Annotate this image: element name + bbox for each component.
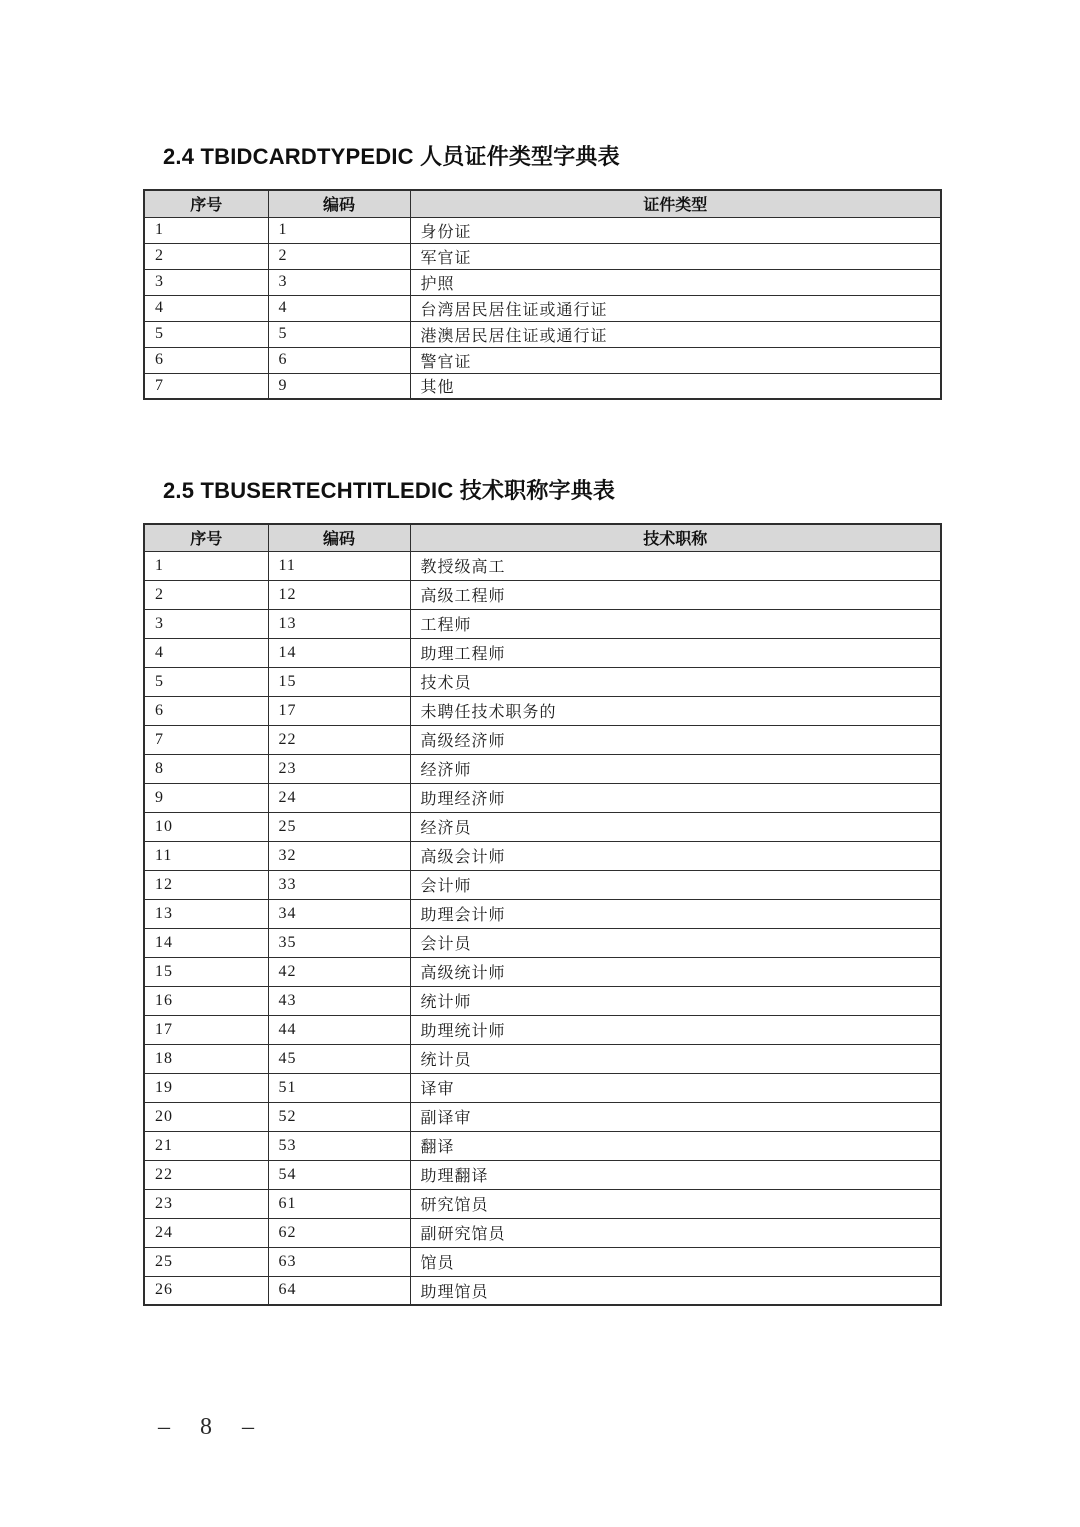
seq-cell: 25 bbox=[144, 1247, 268, 1276]
name-cell: 会计师 bbox=[410, 870, 941, 899]
table-row bbox=[144, 638, 941, 667]
name-cell: 经济师 bbox=[410, 754, 941, 783]
name-cell: 译审 bbox=[410, 1073, 941, 1102]
seq-cell: 4 bbox=[144, 295, 268, 321]
code-cell: 14 bbox=[268, 638, 410, 667]
code-cell: 33 bbox=[268, 870, 410, 899]
seq-cell: 13 bbox=[144, 899, 268, 928]
seq-cell: 26 bbox=[144, 1276, 268, 1305]
code-cell: 52 bbox=[268, 1102, 410, 1131]
table-row bbox=[144, 243, 941, 269]
seq-cell: 6 bbox=[144, 347, 268, 373]
idcardtype-table bbox=[143, 189, 942, 400]
code-cell: 43 bbox=[268, 986, 410, 1015]
table-row bbox=[144, 1044, 941, 1073]
code-cell: 6 bbox=[268, 347, 410, 373]
code-cell: 45 bbox=[268, 1044, 410, 1073]
table-row bbox=[144, 899, 941, 928]
code-cell: 54 bbox=[268, 1160, 410, 1189]
table-row bbox=[144, 1073, 941, 1102]
seq-cell: 4 bbox=[144, 638, 268, 667]
name-cell: 教授级高工 bbox=[410, 551, 941, 580]
table-row bbox=[144, 667, 941, 696]
seq-cell: 10 bbox=[144, 812, 268, 841]
seq-cell: 1 bbox=[144, 217, 268, 243]
seq-cell: 11 bbox=[144, 841, 268, 870]
name-cell: 未聘任技术职务的 bbox=[410, 696, 941, 725]
name-cell: 技术员 bbox=[410, 667, 941, 696]
seq-cell: 24 bbox=[144, 1218, 268, 1247]
code-cell: 4 bbox=[268, 295, 410, 321]
table-row bbox=[144, 1276, 941, 1305]
table-row bbox=[144, 957, 941, 986]
table-row bbox=[144, 1160, 941, 1189]
name-cell: 助理经济师 bbox=[410, 783, 941, 812]
seq-cell: 6 bbox=[144, 696, 268, 725]
code-cell: 34 bbox=[268, 899, 410, 928]
code-cell: 2 bbox=[268, 243, 410, 269]
column-header: 证件类型 bbox=[410, 190, 941, 217]
code-cell: 62 bbox=[268, 1218, 410, 1247]
name-cell: 高级统计师 bbox=[410, 957, 941, 986]
column-header: 编码 bbox=[268, 190, 410, 217]
code-cell: 15 bbox=[268, 667, 410, 696]
name-cell: 会计员 bbox=[410, 928, 941, 957]
table-row bbox=[144, 217, 941, 243]
name-cell: 翻译 bbox=[410, 1131, 941, 1160]
name-cell: 工程师 bbox=[410, 609, 941, 638]
code-cell: 24 bbox=[268, 783, 410, 812]
seq-cell: 7 bbox=[144, 725, 268, 754]
section-idcardtype-dict bbox=[143, 144, 940, 400]
section-techtitle-dict bbox=[143, 478, 940, 1306]
table-row bbox=[144, 841, 941, 870]
seq-cell: 1 bbox=[144, 551, 268, 580]
table-row bbox=[144, 1015, 941, 1044]
seq-cell: 5 bbox=[144, 667, 268, 696]
seq-cell: 16 bbox=[144, 986, 268, 1015]
code-cell: 22 bbox=[268, 725, 410, 754]
seq-cell: 3 bbox=[144, 269, 268, 295]
seq-cell: 15 bbox=[144, 957, 268, 986]
table-row bbox=[144, 269, 941, 295]
name-cell: 其他 bbox=[410, 373, 941, 399]
seq-cell: 22 bbox=[144, 1160, 268, 1189]
table-row bbox=[144, 783, 941, 812]
code-cell: 12 bbox=[268, 580, 410, 609]
seq-cell: 9 bbox=[144, 783, 268, 812]
table-row bbox=[144, 986, 941, 1015]
code-cell: 5 bbox=[268, 321, 410, 347]
table-row bbox=[144, 870, 941, 899]
seq-cell: 14 bbox=[144, 928, 268, 957]
code-cell: 9 bbox=[268, 373, 410, 399]
code-cell: 63 bbox=[268, 1247, 410, 1276]
name-cell: 军官证 bbox=[410, 243, 941, 269]
code-cell: 35 bbox=[268, 928, 410, 957]
code-cell: 25 bbox=[268, 812, 410, 841]
name-cell: 研究馆员 bbox=[410, 1189, 941, 1218]
techtitle-table bbox=[143, 523, 942, 1306]
code-cell: 42 bbox=[268, 957, 410, 986]
seq-cell: 3 bbox=[144, 609, 268, 638]
seq-cell: 7 bbox=[144, 373, 268, 399]
seq-cell: 5 bbox=[144, 321, 268, 347]
table-row bbox=[144, 1247, 941, 1276]
seq-cell: 12 bbox=[144, 870, 268, 899]
code-cell: 64 bbox=[268, 1276, 410, 1305]
seq-cell: 2 bbox=[144, 580, 268, 609]
table-row bbox=[144, 725, 941, 754]
code-cell: 1 bbox=[268, 217, 410, 243]
seq-cell: 20 bbox=[144, 1102, 268, 1131]
table-row bbox=[144, 754, 941, 783]
code-cell: 51 bbox=[268, 1073, 410, 1102]
code-cell: 44 bbox=[268, 1015, 410, 1044]
page-number: – 8 – bbox=[158, 1414, 266, 1440]
table-row bbox=[144, 551, 941, 580]
seq-cell: 23 bbox=[144, 1189, 268, 1218]
section-title-idcardtype: 2.4 TBIDCARDTYPEDIC 人员证件类型字典表 bbox=[163, 144, 620, 169]
seq-cell: 17 bbox=[144, 1015, 268, 1044]
column-header: 技术职称 bbox=[410, 524, 941, 551]
table-row bbox=[144, 373, 941, 399]
seq-cell: 8 bbox=[144, 754, 268, 783]
table-row bbox=[144, 1102, 941, 1131]
seq-cell: 18 bbox=[144, 1044, 268, 1073]
table-header-row bbox=[144, 190, 941, 217]
code-cell: 53 bbox=[268, 1131, 410, 1160]
seq-cell: 19 bbox=[144, 1073, 268, 1102]
name-cell: 警官证 bbox=[410, 347, 941, 373]
name-cell: 统计员 bbox=[410, 1044, 941, 1073]
name-cell: 经济员 bbox=[410, 812, 941, 841]
code-cell: 11 bbox=[268, 551, 410, 580]
name-cell: 高级会计师 bbox=[410, 841, 941, 870]
table-row bbox=[144, 928, 941, 957]
code-cell: 13 bbox=[268, 609, 410, 638]
seq-cell: 21 bbox=[144, 1131, 268, 1160]
column-header: 序号 bbox=[144, 524, 268, 551]
column-header: 序号 bbox=[144, 190, 268, 217]
name-cell: 护照 bbox=[410, 269, 941, 295]
name-cell: 副研究馆员 bbox=[410, 1218, 941, 1247]
table-row bbox=[144, 1189, 941, 1218]
table-row bbox=[144, 696, 941, 725]
table-row bbox=[144, 580, 941, 609]
table-header-row bbox=[144, 524, 941, 551]
code-cell: 61 bbox=[268, 1189, 410, 1218]
seq-cell: 2 bbox=[144, 243, 268, 269]
name-cell: 助理工程师 bbox=[410, 638, 941, 667]
code-cell: 23 bbox=[268, 754, 410, 783]
table-row bbox=[144, 295, 941, 321]
table-row bbox=[144, 347, 941, 373]
name-cell: 台湾居民居住证或通行证 bbox=[410, 295, 941, 321]
table-row bbox=[144, 812, 941, 841]
code-cell: 32 bbox=[268, 841, 410, 870]
name-cell: 助理会计师 bbox=[410, 899, 941, 928]
table-row bbox=[144, 1218, 941, 1247]
code-cell: 3 bbox=[268, 269, 410, 295]
name-cell: 高级经济师 bbox=[410, 725, 941, 754]
name-cell: 助理馆员 bbox=[410, 1276, 941, 1305]
section-title-techtitle: 2.5 TBUSERTECHTITLEDIC 技术职称字典表 bbox=[163, 478, 616, 503]
name-cell: 助理翻译 bbox=[410, 1160, 941, 1189]
name-cell: 身份证 bbox=[410, 217, 941, 243]
name-cell: 统计师 bbox=[410, 986, 941, 1015]
table-row bbox=[144, 321, 941, 347]
column-header: 编码 bbox=[268, 524, 410, 551]
table-row bbox=[144, 609, 941, 638]
name-cell: 副译审 bbox=[410, 1102, 941, 1131]
code-cell: 17 bbox=[268, 696, 410, 725]
table-row bbox=[144, 1131, 941, 1160]
name-cell: 馆员 bbox=[410, 1247, 941, 1276]
name-cell: 高级工程师 bbox=[410, 580, 941, 609]
name-cell: 港澳居民居住证或通行证 bbox=[410, 321, 941, 347]
name-cell: 助理统计师 bbox=[410, 1015, 941, 1044]
